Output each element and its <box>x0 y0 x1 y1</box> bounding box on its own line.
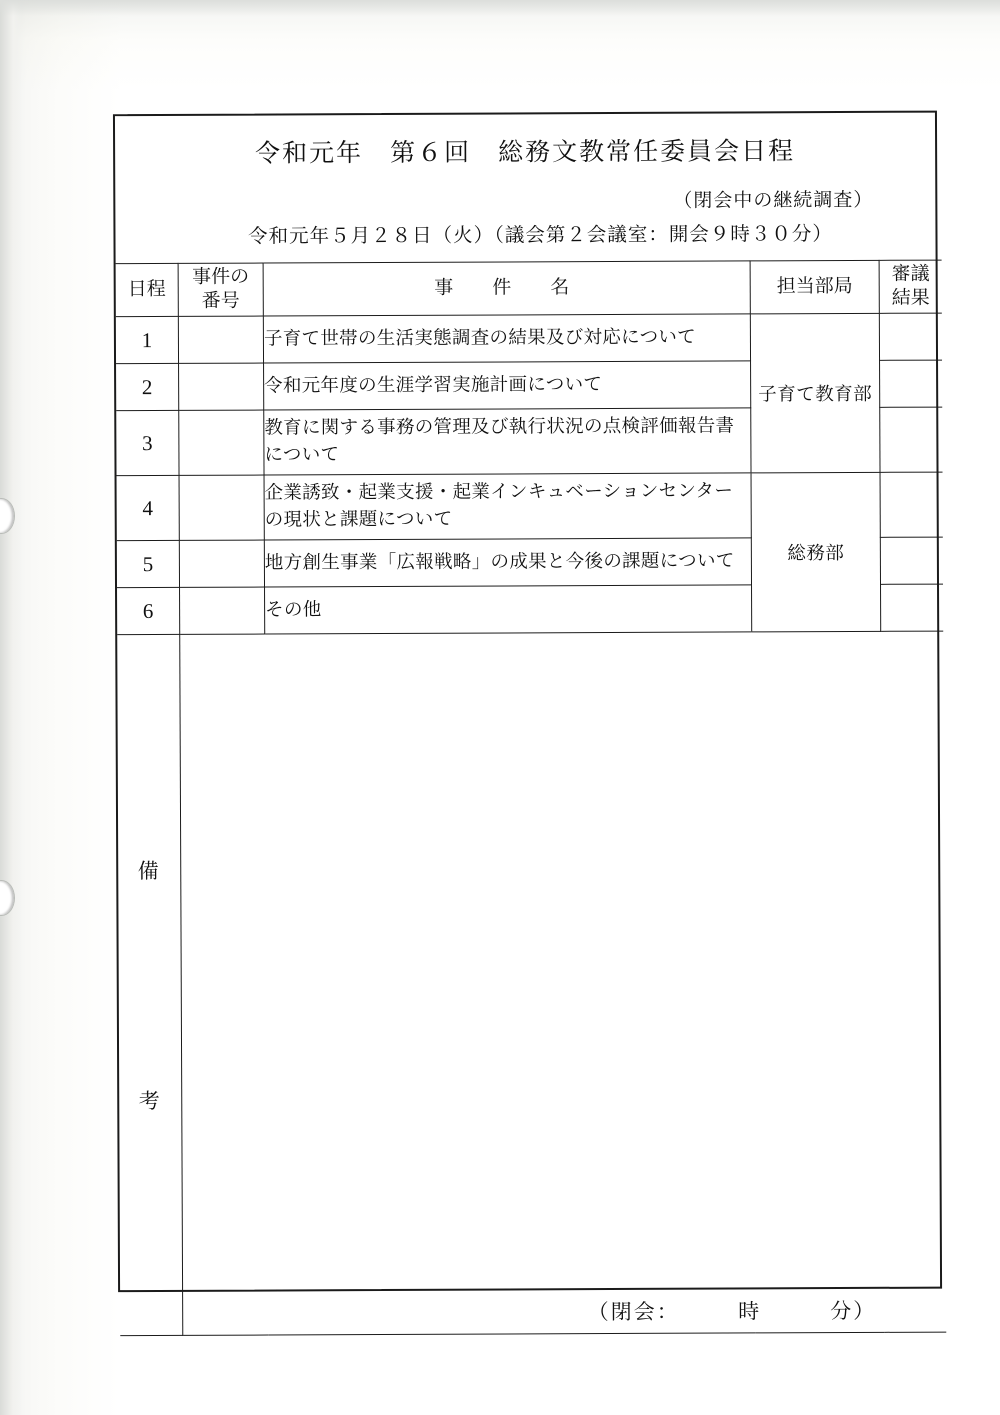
page-top-edge-shadow <box>0 0 1000 16</box>
cell-result <box>880 360 943 407</box>
document-title: 令和元年 第６回 総務文教常任委員会日程 <box>255 138 796 168</box>
cell-order: 4 <box>117 475 180 540</box>
case-number-header-line2: 番号 <box>201 290 240 312</box>
column-header-subject: 事 件 名 <box>263 261 750 316</box>
table-row <box>116 313 942 364</box>
continued-investigation-note: （閉会中の継続調査） <box>673 189 874 212</box>
cell-department: 子育て教育部 <box>750 313 880 473</box>
cell-subject: 子育て世帯の生活実態調査の結果及び対応について <box>263 314 750 363</box>
cell-subject: その他 <box>265 585 752 634</box>
cell-order: 3 <box>116 410 179 475</box>
remarks-label <box>117 634 183 1335</box>
column-header-department: 担当部局 <box>750 260 879 314</box>
cell-result <box>880 407 943 472</box>
meeting-datetime-line: 令和元年５月２８日（火）（議会第２会議室：開会９時３０分） <box>248 224 833 248</box>
cell-result <box>880 537 943 584</box>
table-row <box>117 472 943 541</box>
cell-order: 6 <box>117 587 180 634</box>
cell-case-number <box>180 587 265 634</box>
cell-case-number <box>179 475 264 540</box>
column-header-order: 日程 <box>116 263 179 316</box>
remarks-label-char-1: 備 <box>137 858 161 884</box>
cell-case-number <box>179 363 264 410</box>
agenda-table-body <box>116 313 946 1336</box>
agenda-table <box>116 260 947 1337</box>
cell-subject: 地方創生事業「広報戦略」の成果と今後の課題について <box>264 538 751 587</box>
title-block <box>115 113 936 250</box>
remarks-content <box>180 631 947 1335</box>
cell-order: 5 <box>117 540 180 587</box>
column-header-case-number <box>178 263 263 316</box>
column-header-result <box>879 260 942 313</box>
remarks-label-char-2: 考 <box>138 1088 162 1114</box>
cell-order: 1 <box>116 316 179 363</box>
cell-case-number <box>179 410 264 475</box>
cell-case-number <box>179 540 264 587</box>
cell-department: 総務部 <box>751 472 881 632</box>
agenda-table-head <box>116 260 942 317</box>
remarks-row <box>117 631 946 1336</box>
cell-subject: 企業誘致・起業支援・起業インキュベーションセンターの現状と課題について <box>264 473 751 540</box>
table-header-row <box>116 260 942 317</box>
cell-subject: 令和元年度の生涯学習実施計画について <box>264 361 751 410</box>
closing-time-line: （閉会： 時 分） <box>587 1298 877 1325</box>
cell-subject: 教育に関する事務の管理及び執行状況の点検評価報告書について <box>264 408 751 475</box>
result-header-line1: 審議 <box>891 263 930 286</box>
cell-result <box>879 313 942 360</box>
cell-result <box>880 472 943 537</box>
result-header-line2: 結果 <box>891 287 930 309</box>
agenda-document <box>113 111 942 1325</box>
cell-case-number <box>178 316 263 363</box>
case-number-header-line1: 事件の <box>192 266 250 289</box>
page-left-edge-shadow <box>0 0 22 1415</box>
cell-order: 2 <box>116 363 179 410</box>
cell-result <box>881 584 944 631</box>
